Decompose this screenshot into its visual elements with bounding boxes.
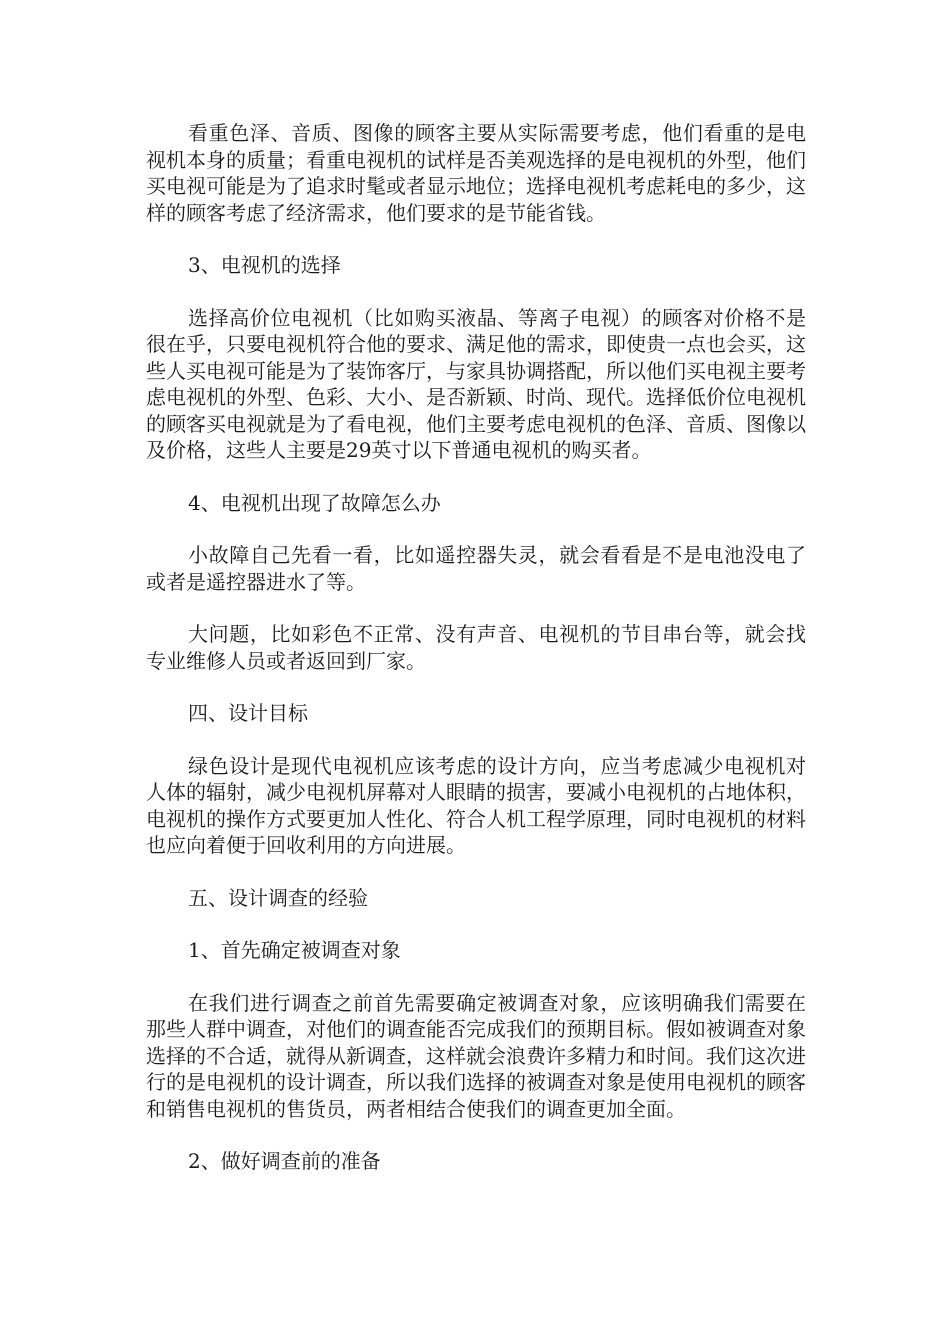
heading-survey-experience: 五、设计调查的经验 [188, 885, 368, 910]
paragraph-major-faults: 大问题，比如彩色不正常、没有声音、电视机的节目串台等，就会找专业维修人员或者返回到厂家。 [146, 622, 806, 673]
paragraph-price-segments: 选择高价位电视机（比如购买液晶、等离子电视）的顾客对价格不是很在乎，只要电视机符合他的要求、满足他的需求，即使贵一点也会买，这些人买电视可能是为了装饰客厅，与家具协调搭配，所以他们买电视主要考虑电视机的外型、色彩、大小、是否新颖、时尚、现代。选择低价位电视机的顾客买电视就是为了看电视，他们主要考虑电视机的色泽、音质、图像以及价格，这些人主要是29英寸以下普通电视机的购买者。 [146, 305, 806, 462]
heading-tv-faults: 4、电视机出现了故障怎么办 [188, 490, 441, 515]
paragraph-green-design: 绿色设计是现代电视机应该考虑的设计方向，应当考虑减少电视机对人体的辐射，减少电视机屏幕对人眼睛的损害，要减小电视机的占地体积，电视机的操作方式要更加人性化、符合人机工程学原理，同时电视机的材料也应向着便于回收利用的方向进展。 [146, 753, 806, 857]
heading-design-goals: 四、设计目标 [188, 701, 308, 725]
paragraph-minor-faults: 小故障自己先看一看，比如遥控器失灵，就会看看是不是电池没电了或者是遥控器进水了等。 [146, 543, 806, 594]
paragraph-survey-subjects: 在我们进行调查之前首先需要确定被调查对象，应该明确我们需要在那些人群中调查，对他们的调查能否完成我们的预期目标。假如被调查对象选择的不合适，就得从新调查，这样就会浪费许多精力和时间。我们这次进行的是电视机的设计调查，所以我们选择的被调查对象是使用电视机的顾客和销售电视机的售货员，两者相结合使我们的调查更加全面。 [146, 990, 806, 1121]
paragraph-customer-priorities: 看重色泽、音质、图像的顾客主要从实际需要考虑，他们看重的是电视机本身的质量；看重电视机的试样是否美观选择的是电视机的外型，他们买电视可能是为了追求时髦或者显示地位；选择电视机考虑耗电的多少，这样的顾客考虑了经济需求，他们要求的是节能省钱。 [146, 121, 806, 225]
heading-determine-subjects: 1、首先确定被调查对象 [188, 938, 401, 962]
heading-survey-preparation: 2、做好调查前的准备 [188, 1149, 381, 1173]
document-page [146, 120, 806, 1201]
heading-tv-selection: 3、电视机的选择 [188, 253, 341, 277]
